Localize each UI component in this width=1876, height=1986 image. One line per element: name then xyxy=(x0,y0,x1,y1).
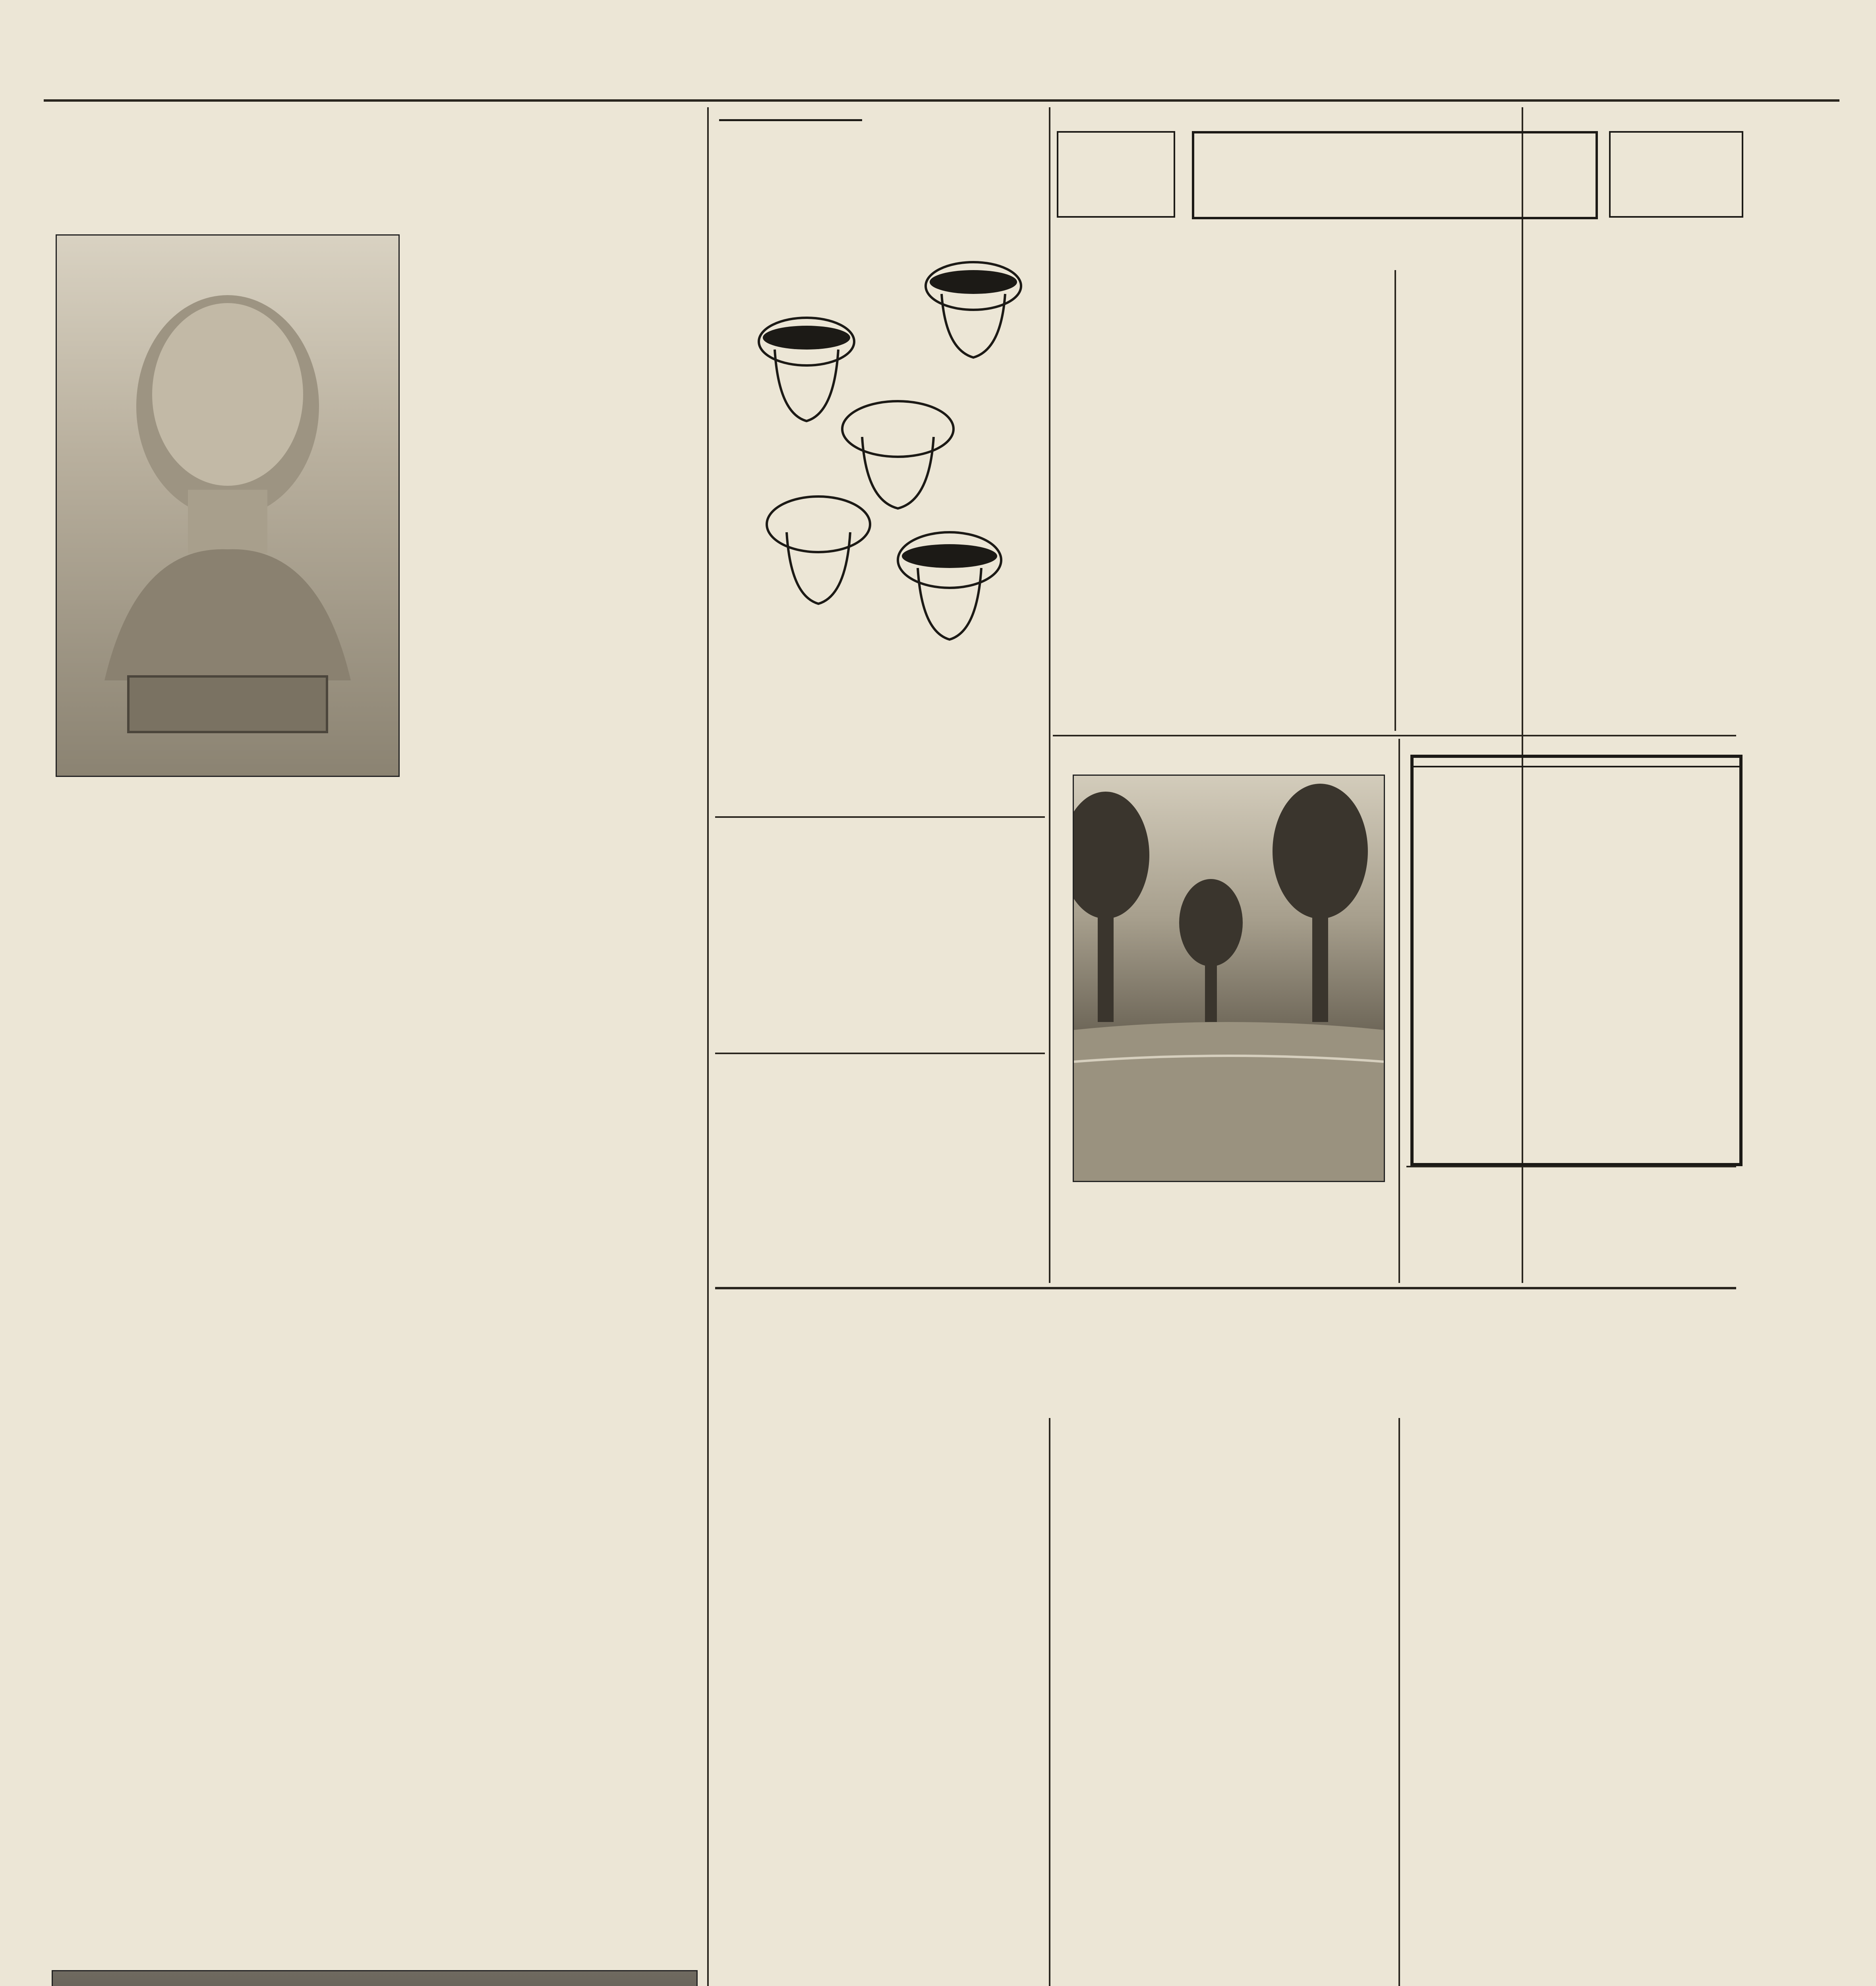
leto-column xyxy=(1057,1207,1391,1406)
story-column-2 xyxy=(1402,266,1740,731)
biografy-column xyxy=(719,1061,1041,1553)
tyl-bust-photo xyxy=(56,234,400,777)
story-rule xyxy=(1394,270,1396,731)
zdarma-body xyxy=(1414,772,1739,780)
story-bottom-rule xyxy=(1053,735,1736,736)
zdarma-title xyxy=(1414,766,1739,767)
column-rule-lower-3 xyxy=(1398,1418,1400,1986)
bust-illustration xyxy=(57,236,398,776)
flood-illustration xyxy=(1074,776,1384,1181)
pariz-text-column xyxy=(719,683,1041,814)
mars-rule xyxy=(715,1053,1045,1054)
zdarma-rule xyxy=(1406,1166,1736,1167)
column-rule-lower-2 xyxy=(1049,1418,1050,1986)
zatop-photo xyxy=(1073,775,1385,1182)
zatop-rule xyxy=(1398,739,1400,1283)
tyl-intro-column xyxy=(409,222,695,771)
obrazky-left-box-text xyxy=(1058,133,1174,144)
obrazky-title-box xyxy=(1192,131,1598,219)
column-rule-2 xyxy=(1049,107,1050,1283)
tyl-continuation-column xyxy=(409,779,695,1986)
umdoc-column xyxy=(52,862,397,1986)
group-photo xyxy=(52,1970,698,1986)
group-illustration xyxy=(53,1971,696,1986)
pariz-illustration xyxy=(727,222,1037,675)
obrazky-left-box xyxy=(1057,131,1175,218)
obrazky-right-box-text xyxy=(1611,133,1742,144)
mars-column xyxy=(719,826,1041,1049)
pariz-logo-text xyxy=(719,119,862,121)
pariz-rule xyxy=(715,816,1045,818)
story-column-1 xyxy=(1057,266,1387,731)
zdarma-foot xyxy=(1414,780,1739,783)
column-rule-1 xyxy=(707,107,709,1986)
roman-top-rule xyxy=(715,1287,1736,1289)
zdarma-ad xyxy=(1410,755,1743,1166)
obrazky-right-box xyxy=(1609,131,1743,218)
header-rule xyxy=(44,99,1839,102)
